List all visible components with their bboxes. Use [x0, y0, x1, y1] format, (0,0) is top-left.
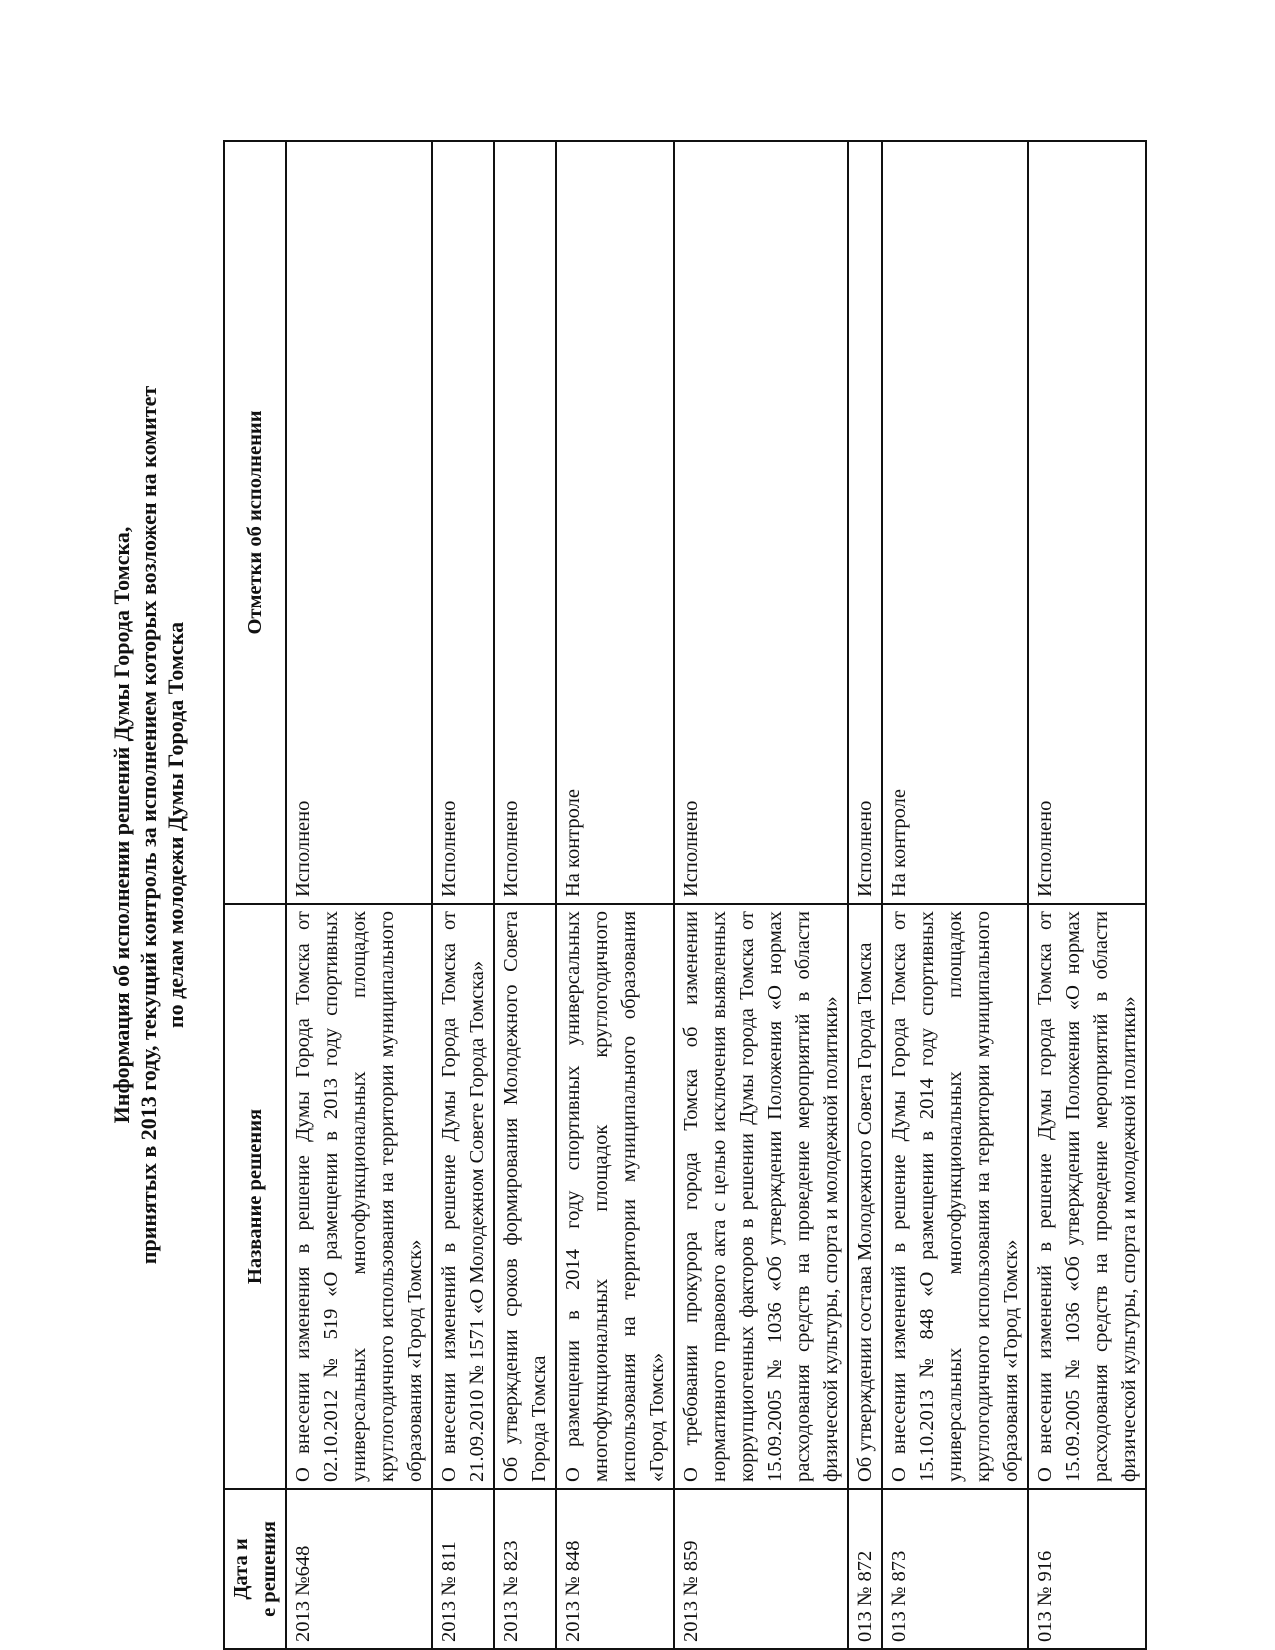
decisions-table: [223, 140, 1147, 1650]
table-row: [494, 141, 556, 1649]
document-title: [108, 0, 189, 1650]
row-date: 2013 № 823: [494, 1489, 556, 1649]
header-date: [224, 1489, 286, 1649]
table-row: [286, 141, 432, 1649]
table-row: [674, 141, 848, 1649]
header-date-line-2: е решения: [258, 1521, 280, 1617]
title-line-1: Информация об исполнении решений Думы Города Томска,: [109, 526, 134, 1124]
row-date: 013 № 872: [848, 1489, 882, 1649]
row-date: 2013 № 859: [674, 1489, 848, 1649]
table-header-row: [224, 141, 286, 1649]
row-name: О требовании прокурора города Томска об изменении нормативного правового акта с целью исключения выявленных коррупциогенных факторов в решении Думы города Томска от 15.09.2005 № 1036 «Об утверждении Положения «О нормах расходования средств на проведение мероприятий в области физической культуры, спорта и молодежной политики»: [674, 904, 848, 1489]
header-name: Название решения: [224, 904, 286, 1489]
row-date: 2013 № 848: [556, 1489, 674, 1649]
row-name: О внесении изменений в решение Думы Города Томска от 15.10.2013 № 848 «О размещении в 2014 году спортивных универсальных многофункциональных площадок круглогодичного использования на территории муниципального образования «Город Томск»: [882, 904, 1028, 1489]
row-date: 2013 №648: [286, 1489, 432, 1649]
table-row: [432, 141, 494, 1649]
row-name: О внесении изменения в решение Думы Города Томска от 02.10.2012 № 519 «О размещении в 2013 году спортивных универсальных многофункциональных площадок круглогодичного использования на территории муниципального образования «Город Томск»: [286, 904, 432, 1489]
row-date: 2013 № 811: [432, 1489, 494, 1649]
table-row: [882, 141, 1028, 1649]
row-name: Об утверждении состава Молодежного Совета Города Томска: [848, 904, 882, 1489]
table-row: [556, 141, 674, 1649]
title-line-3: по делам молодежи Думы Города Томска: [163, 621, 188, 1029]
header-date-line-1: Дата и: [230, 1538, 252, 1600]
table-row: [1028, 141, 1146, 1649]
row-date: 013 № 916: [1028, 1489, 1146, 1649]
row-status: Исполнено: [286, 141, 432, 904]
row-status: На контроле: [882, 141, 1028, 904]
title-line-2: принятых в 2013 году, текущий контроль за исполнением которых возложен на комитет: [136, 385, 161, 1265]
row-name: О внесении изменений в решение Думы Города Томска от 21.09.2010 № 1571 «О Молодежном Совете Города Томска»: [432, 904, 494, 1489]
row-name: О размещении в 2014 году спортивных универсальных многофункциональных площадок круглогодичного использования на территории муниципального образования «Город Томск»: [556, 904, 674, 1489]
table-row: [848, 141, 882, 1649]
row-status: Исполнено: [432, 141, 494, 904]
row-status: Исполнено: [494, 141, 556, 904]
header-status: Отметки об исполнении: [224, 141, 286, 904]
row-status: На контроле: [556, 141, 674, 904]
row-date: 013 № 873: [882, 1489, 1028, 1649]
row-status: Исполнено: [848, 141, 882, 904]
row-status: Исполнено: [1028, 141, 1146, 904]
row-status: Исполнено: [674, 141, 848, 904]
row-name: Об утверждении сроков формирования Молодежного Совета Города Томска: [494, 904, 556, 1489]
row-name: О внесении изменений в решение Думы города Томска от 15.09.2005 № 1036 «Об утверждении Положения «О нормах расходования средств на проведение мероприятий в области физической культуры, спорта и молодежной политики»: [1028, 904, 1146, 1489]
